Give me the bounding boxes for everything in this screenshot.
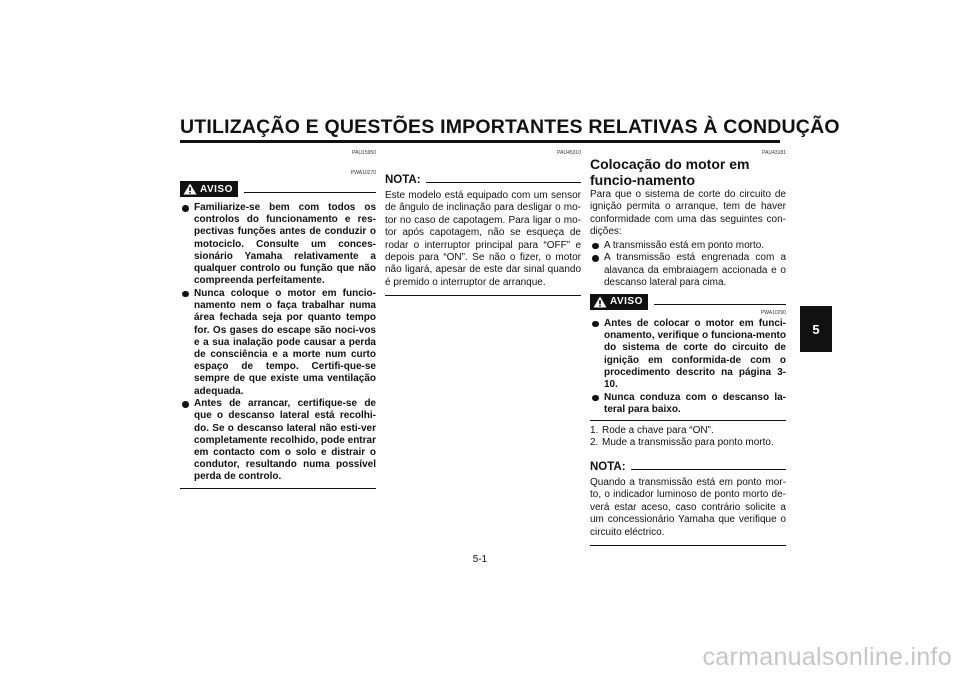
nota-label: NOTA: <box>385 174 421 186</box>
warning-triangle-icon <box>593 296 607 308</box>
section-end-rule <box>385 295 581 296</box>
aviso-header <box>180 180 376 198</box>
page-title: UTILIZAÇÃO E QUESTÕES IMPORTANTES RELATIVAS À CONDUÇÃO <box>180 116 840 138</box>
chapter-tab: 5 <box>800 306 832 352</box>
ref-code: PAU15950 <box>352 150 376 156</box>
warning-triangle-icon <box>183 183 197 195</box>
bullet-icon <box>592 255 599 262</box>
list-item: 2. Mude a transmissão para ponto morto. <box>590 437 774 449</box>
aviso-header <box>590 293 786 311</box>
aviso-label: AVISO <box>200 183 233 195</box>
warning-list <box>590 318 786 416</box>
list-item: Antes de arrancar, certifique-se de que o descanso lateral está recolhi-do. Se o descanso lateral não esti-ver completamente recolhido, pode entrar em contacto com o solo e distrair o condutor, resultando numa possível perda de controlo. <box>180 398 376 483</box>
nota-header <box>590 459 786 475</box>
nota-rule <box>426 182 581 183</box>
list-item: Antes de colocar o motor em funci-onamento, verifique o funciona-mento do sistema de corte do circuito de ignição em conformida-de com o procedimento descrito na página 3-10. <box>590 318 786 391</box>
nota-rule <box>631 469 786 470</box>
watermark: carmanualsonline.info <box>702 643 952 671</box>
condition-list <box>590 240 786 289</box>
column-3 <box>590 150 786 546</box>
aviso-badge <box>590 294 648 310</box>
section-heading: Colocação do motor em funcio-namento <box>590 156 750 188</box>
list-item: A transmissão está em ponto morto. <box>590 240 786 252</box>
section-end-rule <box>180 488 376 489</box>
list-item: Nunca coloque o motor em funcio-namento nem o faça trabalhar numa área fechada seja por quanto tempo for. Os gases do escape são noci-vos e a sua inalação pode causar a perda de consciência e a morte num curto espaço de tempo. Certifi-que-se sempre de que existe uma ventilação adequada. <box>180 288 376 398</box>
list-item: A transmissão está engrenada com a alavanca da embraiagem accionada e o descanso lateral para cima. <box>590 252 786 289</box>
bullet-icon <box>182 291 189 298</box>
section-end-rule <box>590 545 786 546</box>
ref-code: PWA10290 <box>760 309 786 316</box>
aviso-label: AVISO <box>610 296 643 308</box>
warning-list <box>180 202 376 484</box>
list-item: Familiarize-se bem com todos os controlos do funcionamento e res-pectivas funções antes de conduzir o motociclo. Consulte um conces-sionário Yamaha relativamente a qualquer controlo ou função que não compreenda perfeitamente. <box>180 202 376 287</box>
ref-code: PWA10270 <box>350 170 376 176</box>
section-end-rule <box>590 420 786 421</box>
bullet-icon <box>592 395 599 402</box>
title-rule <box>180 140 780 143</box>
bullet-icon <box>182 205 189 212</box>
bullet-icon <box>592 243 599 250</box>
bullet-icon <box>182 401 189 408</box>
bullet-icon <box>592 321 599 328</box>
aviso-rule <box>654 304 786 305</box>
nota-label: NOTA: <box>590 460 626 473</box>
nota-header <box>385 172 581 188</box>
column-1 <box>180 150 376 489</box>
page-number: 5-1 <box>472 554 488 565</box>
list-item: Nunca conduza com o descanso la-teral para baixo. <box>590 392 786 416</box>
aviso-badge <box>180 181 238 197</box>
aviso-rule <box>244 192 376 193</box>
column-2 <box>385 150 581 296</box>
ref-code: PAU43181 <box>762 150 786 156</box>
nota-text: Este modelo está equipado com um sensor de ângulo de inclinação para desligar o mo-tor no caso de capotagem. Para ligar o mo-tor após capotagem, não se esqueça de rodar o interruptor principal para “OFF” e depois para “ON”. Se não o fizer, o motor não ligará, apesar de este dar sinal quando é premido o interruptor de arranque. <box>385 190 581 288</box>
list-item: 1. Rode a chave para “ON”. <box>590 425 714 437</box>
ref-code: PAU45310 <box>557 150 581 156</box>
steps-list <box>590 425 786 450</box>
intro-text: Para que o sistema de corte do circuito de ignição permita o arranque, tem de haver conformidade com uma das seguintes con-dições: <box>590 189 786 238</box>
nota-text: Quando a transmissão está em ponto mor-to, o indicador luminoso de ponto morto de-verá estar aceso, caso contrário solicite a um concessionário Yamaha que verifique o circuito eléctrico. <box>590 476 786 538</box>
